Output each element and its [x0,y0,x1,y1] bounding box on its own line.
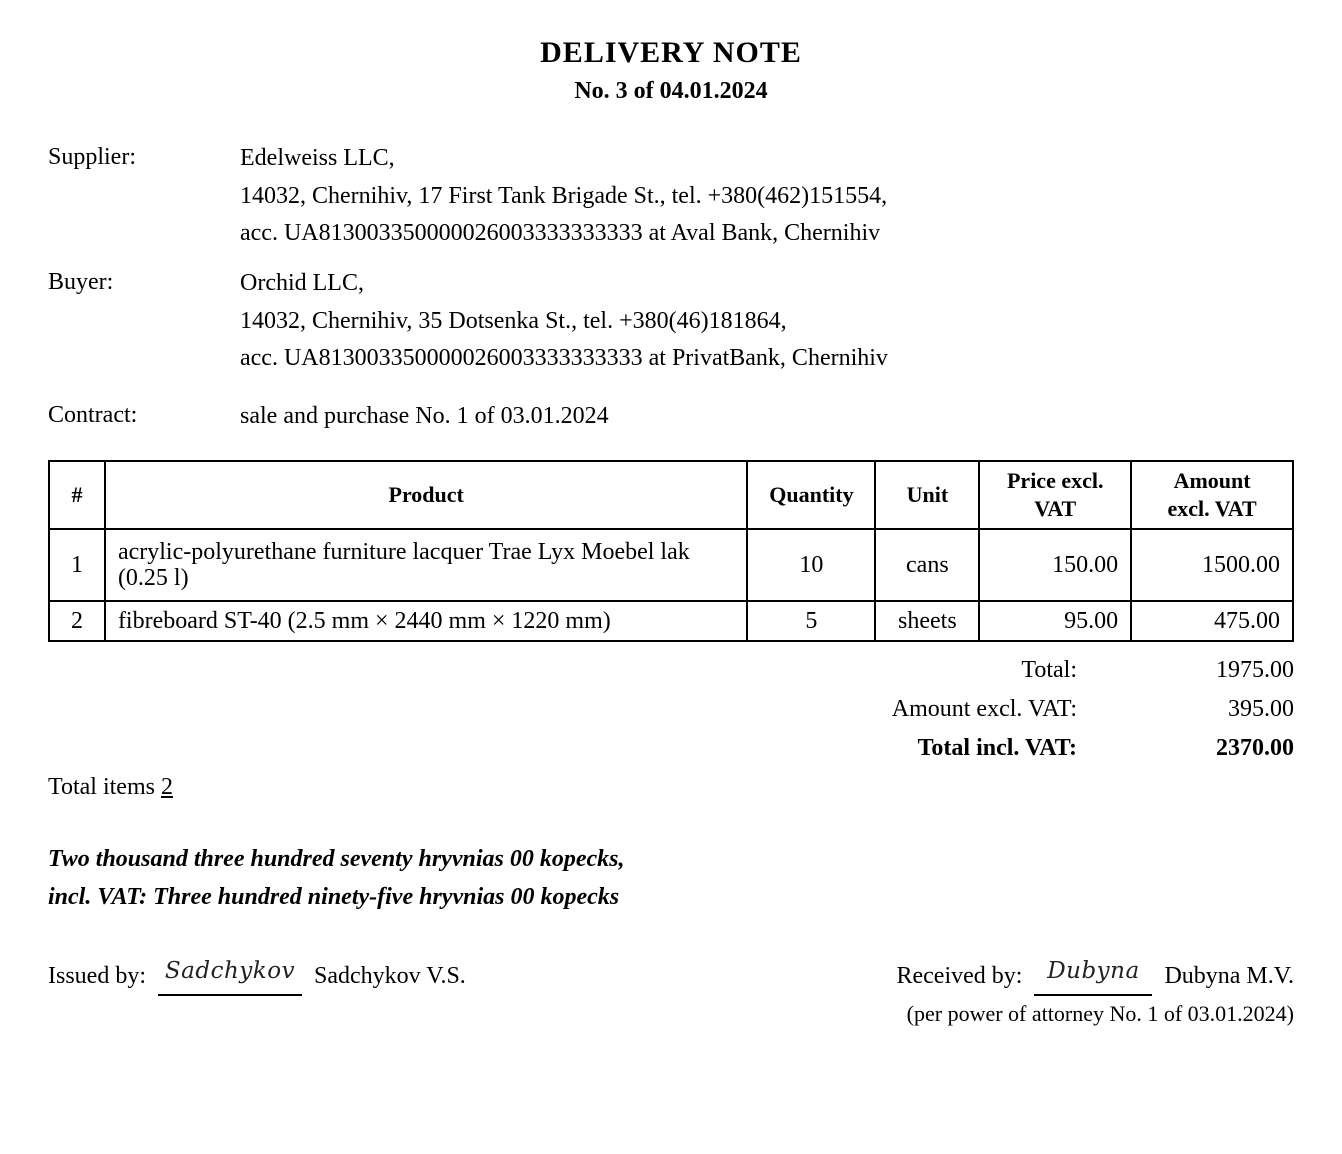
supplier-address: 14032, Chernihiv, 17 First Tank Brigade St., tel. +380(462)151554, [240,182,888,209]
vat-label: Amount excl. VAT: [891,696,1077,722]
buyer-address: 14032, Chernihiv, 35 Dotsenka St., tel. +380(46)181864, [240,307,787,334]
items-count-label: Total items [48,774,155,800]
received-by-label: Received by: [896,963,1023,989]
row-price: 95.00 [979,601,1131,641]
supplier-label: Supplier: [48,144,136,170]
row-num: 2 [49,601,105,641]
row-amount: 475.00 [1131,601,1293,641]
issued-signature: Sadchykov [158,958,302,996]
header-price: Price excl. VAT [979,461,1131,529]
supplier-account: acc. UA813003350000026003333333333 at Aval Bank, Chernihiv [240,220,881,246]
row-product: fibreboard ST-40 (2.5 mm × 2440 mm × 1220 mm) [105,601,748,641]
buyer-details [240,265,888,378]
received-signature: Dubyna [1034,958,1152,996]
items-table [48,460,1294,642]
header-unit: Unit [875,461,979,529]
vat-value: 395.00 [1228,696,1294,722]
total-label: Total: [1021,657,1077,683]
header-amount: Amount excl. VAT [1131,461,1293,529]
supplier-details [240,140,887,253]
contract-label: Contract: [48,402,138,428]
table-header-row [49,461,1293,529]
row-quantity: 10 [747,529,875,601]
header-quantity: Quantity [747,461,875,529]
table-row [49,601,1293,641]
header-num: # [49,461,105,529]
document-title: DELIVERY NOTE [540,36,802,69]
row-unit: sheets [875,601,979,641]
row-quantity: 5 [747,601,875,641]
grand-total-value: 2370.00 [1216,735,1294,761]
received-by-block [896,958,1294,996]
row-amount: 1500.00 [1131,529,1293,601]
amount-in-words [48,840,624,916]
supplier-name: Edelweiss LLC, [240,145,395,171]
buyer-name: Orchid LLC, [240,270,364,296]
amount-words-line-2: incl. VAT: Three hundred ninety-five hryvnias 00 kopecks [48,884,620,910]
buyer-account: acc. UA813003350000026003333333333 at PrivatBank, Chernihiv [240,345,888,371]
row-num: 1 [49,529,105,601]
row-price: 150.00 [979,529,1131,601]
row-unit: cans [875,529,979,601]
power-of-attorney-note: (per power of attorney No. 1 of 03.01.2024) [906,1001,1294,1026]
issued-by-block [48,958,466,996]
received-by-name: Dubyna M.V. [1164,963,1294,989]
contract-value: sale and purchase No. 1 of 03.01.2024 [240,403,609,429]
buyer-label: Buyer: [48,269,114,295]
items-count-value: 2 [160,774,173,800]
amount-words-line-1: Two thousand three hundred seventy hryvnias 00 kopecks, [48,846,625,872]
header-product: Product [105,461,748,529]
table-row [49,529,1293,601]
grand-total-label: Total incl. VAT: [917,735,1077,761]
issued-by-label: Issued by: [48,963,146,989]
items-count [48,774,173,801]
total-value: 1975.00 [1216,657,1294,683]
issued-by-name: Sadchykov V.S. [314,963,466,989]
row-product: acrylic-polyurethane furniture lacquer Trae Lyx Moebel lak (0.25 l) [105,529,748,601]
document-number: No. 3 of 04.01.2024 [574,78,768,104]
